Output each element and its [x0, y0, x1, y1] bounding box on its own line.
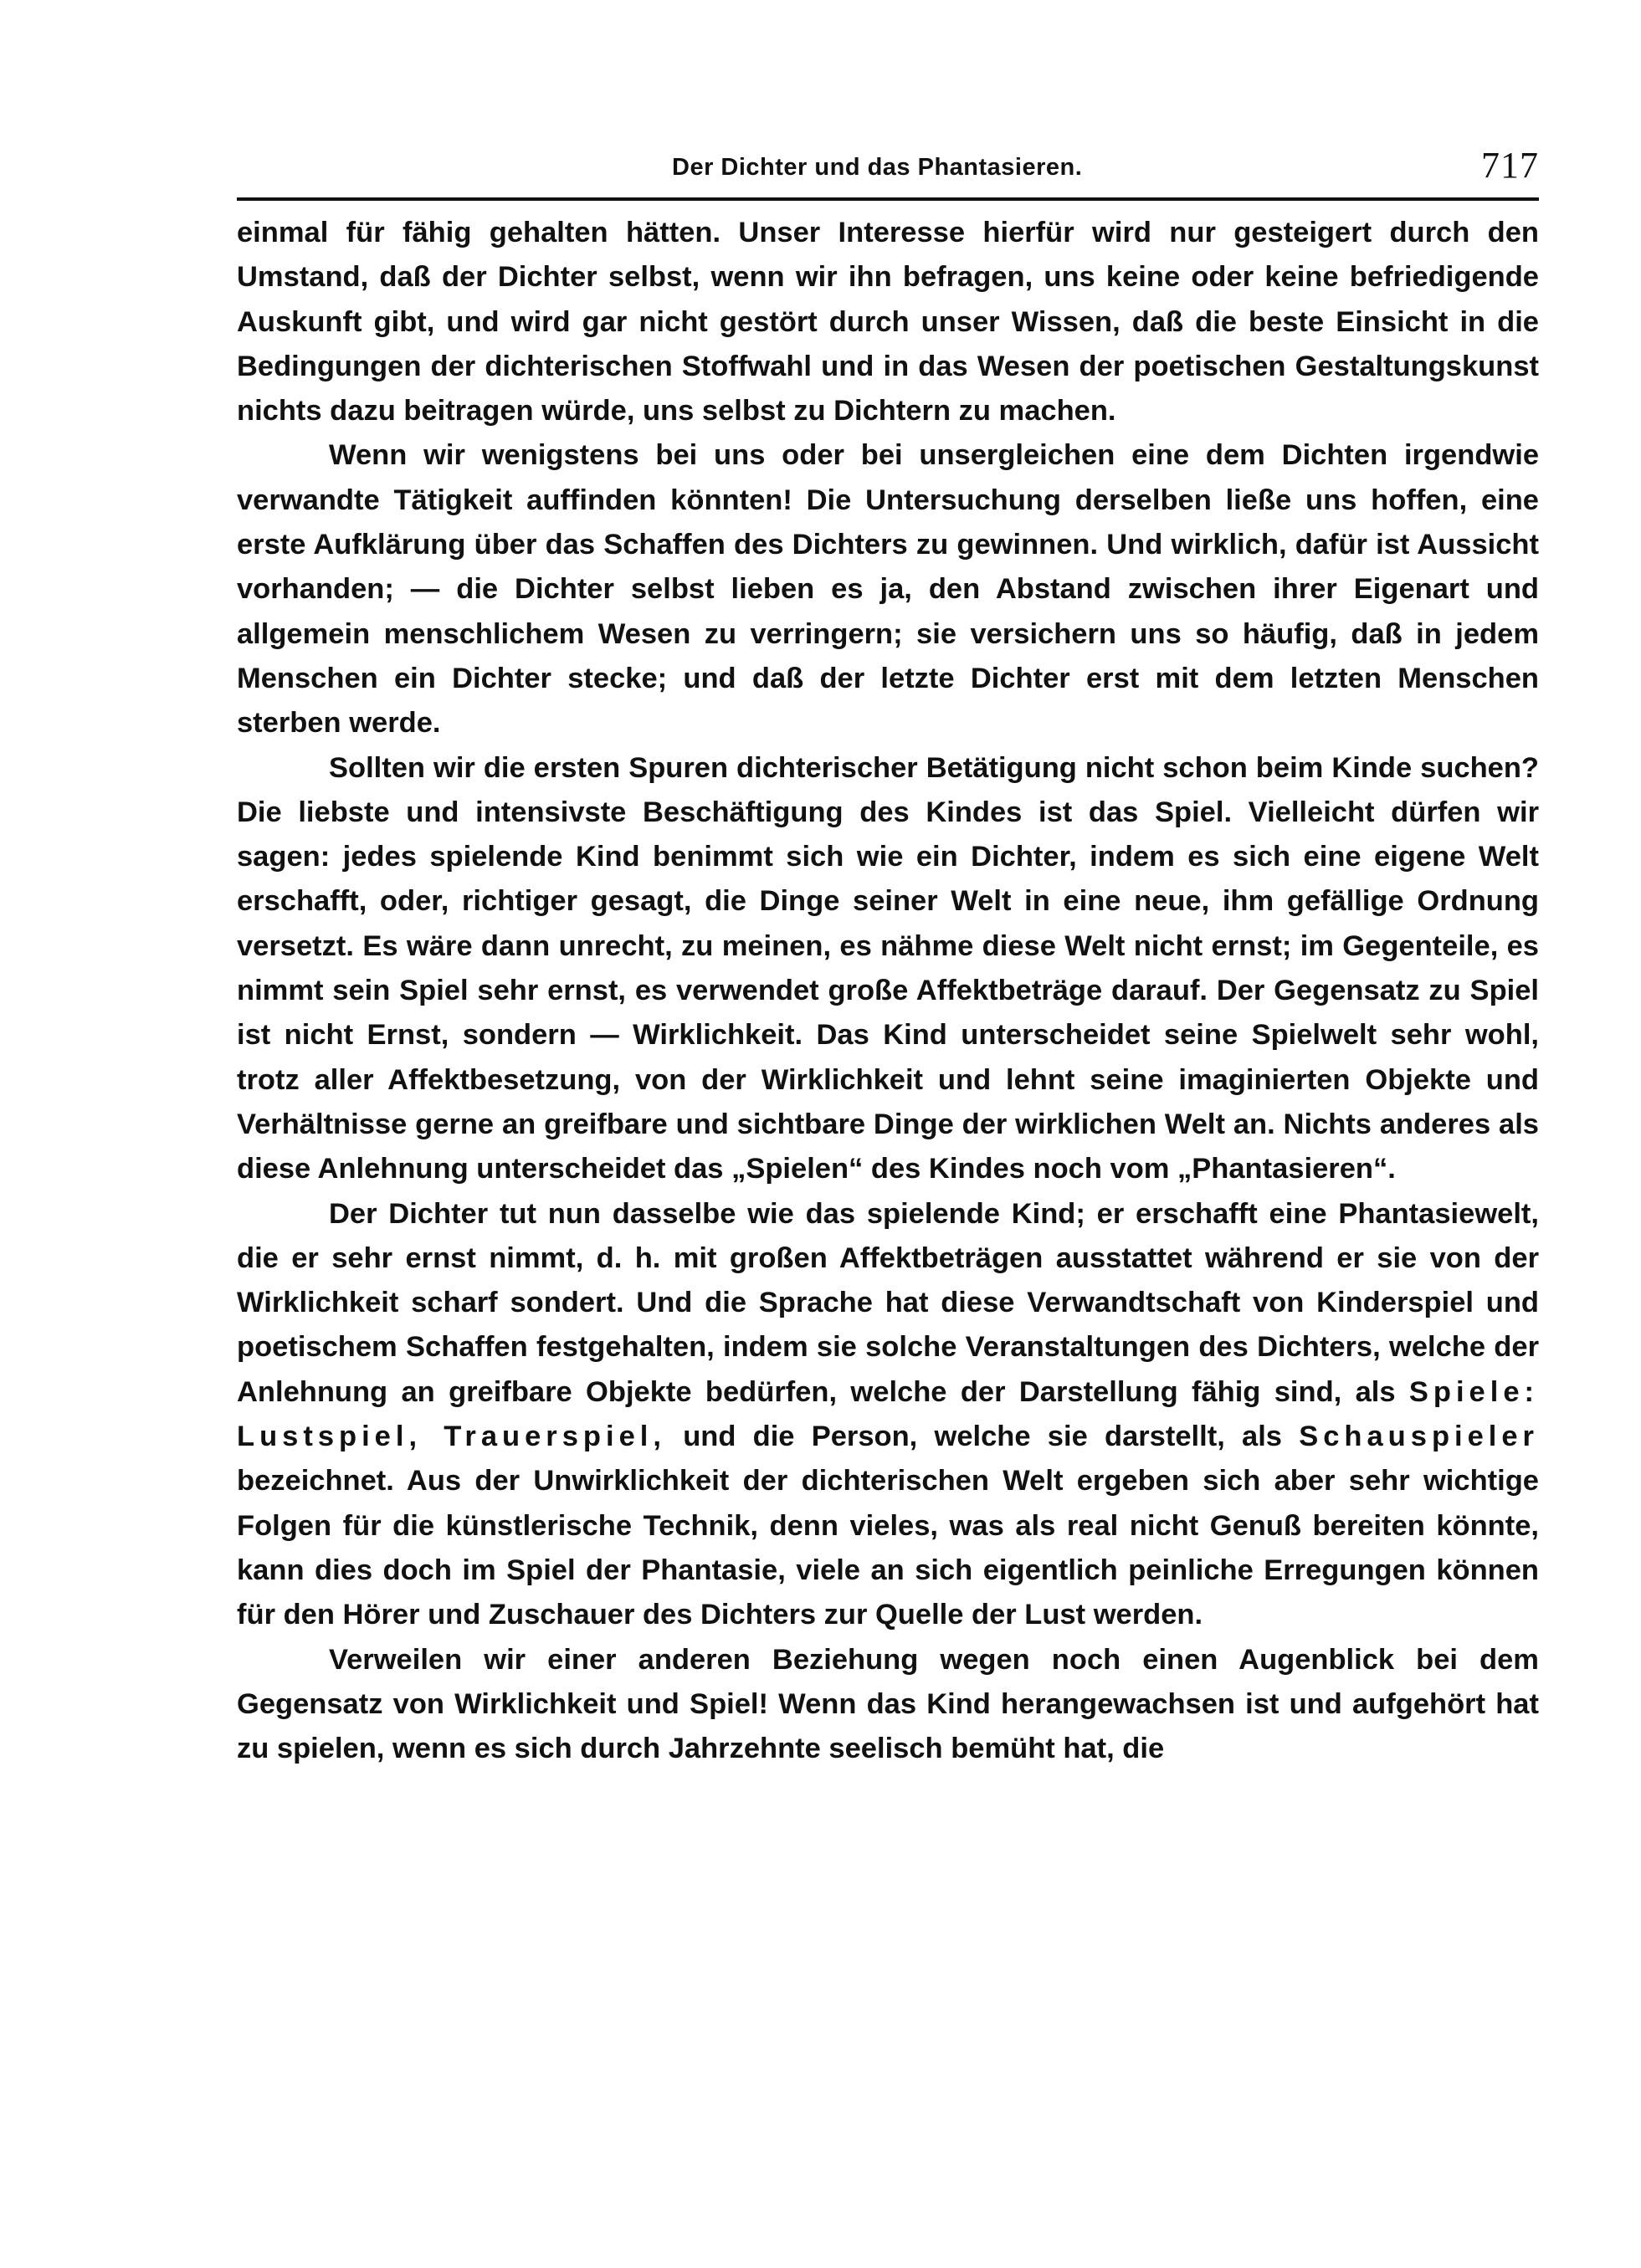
paragraph-1: einmal für fähig gehalten hätten. Unser Interesse hierfür wird nur gesteigert durch den Umstand, daß der Dichter selbst, wenn wir ihn befragen, uns keine oder keine befriedigende Auskunft gibt, und wird gar nicht gestört durch unser Wissen, daß die beste Einsicht in die Bedingungen der dichterischen Stoffwahl und in das Wesen der poetischen Gestaltungskunst nichts dazu beitragen würde, uns selbst zu Dichtern zu machen.	[237, 217, 1539, 427]
paragraph-4-part-a: Der Dichter tut nun dasselbe wie das spielende Kind; er erschafft eine Phantasiewelt, die er sehr ernst nimmt, d. h. mit großen Affektbeträgen ausstattet während er sie von der Wirklichkeit scharf sondert. Und die Sprache hat diese Verwandtschaft von Kinderspiel und poetischem Schaffen festgehalten, indem sie solche Veranstaltungen des Dichters, welche der Anlehnung an greifbare Objekte bedürfen, welche der Darstellung fähig sind, als	[237, 1197, 1539, 1408]
running-head	[237, 142, 1539, 192]
spaced-term-schauspieler: Schauspieler	[1299, 1421, 1539, 1453]
running-title: Der Dichter und das Phantasieren.	[672, 154, 1083, 181]
paragraph-4-part-c: bezeichnet. Aus der Unwirklichkeit der dichterischen Welt ergeben sich aber sehr wichtige Folgen für die künstlerische Technik, denn vieles, was als real nicht Genuß bereiten könnte, kann dies doch im Spiel der Phantasie, viele an sich eigentlich peinliche Erregungen können für den Hörer und Zuschauer des Dichters zur Quelle der Lust werden.	[237, 1465, 1539, 1631]
paragraph-4	[237, 1192, 1539, 1638]
paragraph-5: Verweilen wir einer anderen Beziehung wegen noch einen Augenblick bei dem Gegensatz von Wirklichkeit und Spiel! Wenn das Kind herangewachsen ist und aufgehört hat zu spielen, wenn es sich durch Jahrzehnte seelisch bemüht hat, die	[237, 1643, 1539, 1765]
header-rule	[237, 197, 1539, 201]
page-number: 717	[1481, 145, 1539, 186]
spaced-term-spiele: Spiele: Lustspiel, Trauerspiel,	[237, 1375, 1539, 1453]
body-text	[237, 211, 1539, 1771]
paragraph-4-part-b: und die Person, welche sie darstellt, als	[665, 1421, 1300, 1453]
paragraph-3: Sollten wir die ersten Spuren dichterischer Betätigung nicht schon beim Kinde suchen? Die liebste und intensivste Beschäftigung des Kindes ist das Spiel. Vielleicht dürfen wir sagen: jedes spielende Kind benimmt sich wie ein Dichter, indem es sich eine eigene Welt erschafft, oder, richtiger gesagt, die Dinge seiner Welt in eine neue, ihm gefällige Ordnung versetzt. Es wäre dann unrecht, zu meinen, es nähme diese Welt nicht ernst; im Gegenteile, es nimmt sein Spiel sehr ernst, es verwendet große Affektbeträge darauf. Der Gegensatz zu Spiel ist nicht Ernst, sondern — Wirklichkeit. Das Kind unterscheidet seine Spielwelt sehr wohl, trotz aller Affektbesetzung, von der Wirklichkeit und lehnt seine imaginierten Objekte und Verhältnisse gerne an greifbare und sichtbare Dinge der wirklichen Welt an. Nichts anderes als diese Anlehnung unterscheidet das „Spielen“ des Kindes noch vom „Phantasieren“.	[237, 751, 1539, 1185]
paragraph-2: Wenn wir wenigstens bei uns oder bei unsergleichen eine dem Dichten irgendwie verwandte Tätigkeit auffinden könnten! Die Untersuchung derselben ließe uns hoffen, eine erste Aufklärung über das Schaffen des Dichters zu gewinnen. Und wirklich, dafür ist Aussicht vorhanden; — die Dichter selbst lieben es ja, den Abstand zwischen ihrer Eigenart und allgemein menschlichem Wesen zu verringern; sie versichern uns so häufig, daß in jedem Menschen ein Dichter stecke; und daß der letzte Dichter erst mit dem letzten Menschen sterben werde.	[237, 439, 1539, 740]
